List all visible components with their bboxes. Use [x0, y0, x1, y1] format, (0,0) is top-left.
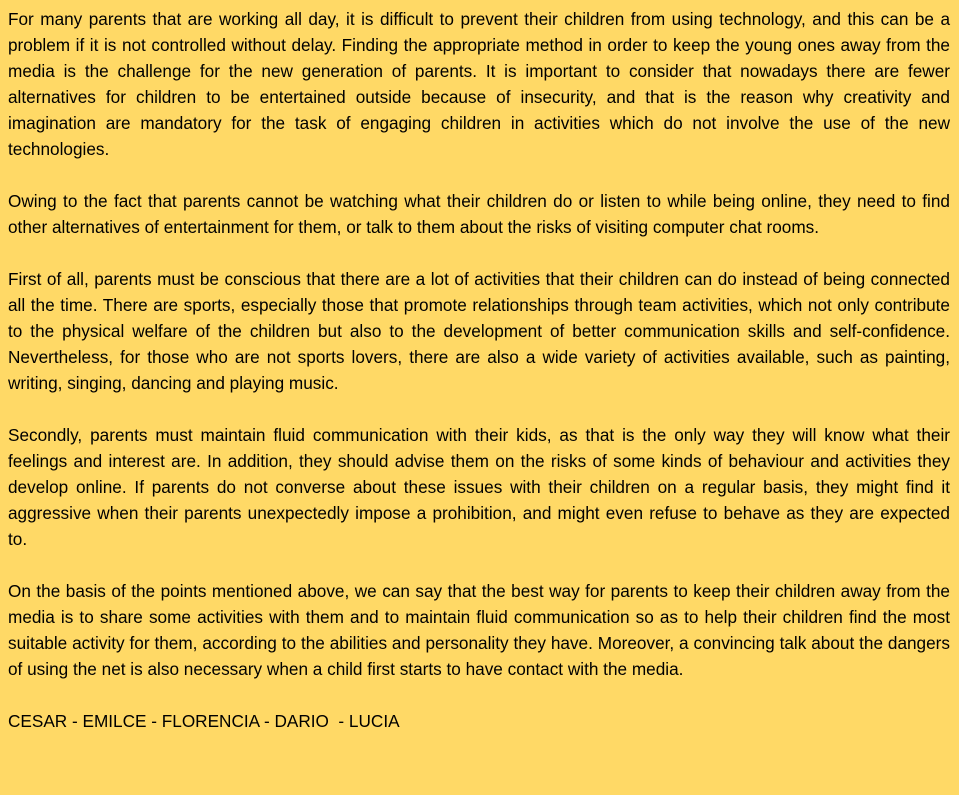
paragraph-online-supervision: Owing to the fact that parents cannot be watching what their children do or listen to while being online, they need to find other alternatives of entertainment for them, or talk to them about the risks of visiting computer chat rooms.: [8, 191, 950, 237]
paragraph-activities: First of all, parents must be conscious that there are a lot of activities that their children can do instead of being connected all the time. There are sports, especially those that promote relationships through team activities, which not only contribute to the physical welfare of the children but also to the development of better communication skills and self-confidence. Nevertheless, for those who are not sports lovers, there are also a wide variety of activities available, such as painting, writing, singing, dancing and playing music.: [8, 269, 950, 393]
paragraph-conclusion: On the basis of the points mentioned above, we can say that the best way for parents to keep their children away from the media is to share some activities with them and to maintain fluid communication so as to help their children find the most suitable activity for them, according to the abilities and personality they have. Moreover, a convincing talk about the dangers of using the net is also necessary when a child first starts to have contact with the media.: [8, 581, 950, 679]
author-names: CESAR - EMILCE - FLORENCIA - DARIO - LUCIA: [8, 711, 400, 731]
paragraph-communication: Secondly, parents must maintain fluid communication with their kids, as that is the only way they will know what their feelings and interest are. In addition, they should advise them on the risks of some kinds of behaviour and activities they develop online. If parents do not converse about these issues with their children on a regular basis, they might find it aggressive when their parents unexpectedly impose a prohibition, and might even refuse to behave as they are expected to.: [8, 425, 950, 549]
paragraph-intro: For many parents that are working all day, it is difficult to prevent their children from using technology, and this can be a problem if it is not controlled without delay. Finding the appropriate method in order to keep the young ones away from the media is the challenge for the new generation of parents. It is important to consider that nowadays there are fewer alternatives for children to be entertained outside because of insecurity, and that is the reason why creativity and imagination are mandatory for the task of engaging children in activities which do not involve the use of the new technologies.: [8, 9, 950, 159]
